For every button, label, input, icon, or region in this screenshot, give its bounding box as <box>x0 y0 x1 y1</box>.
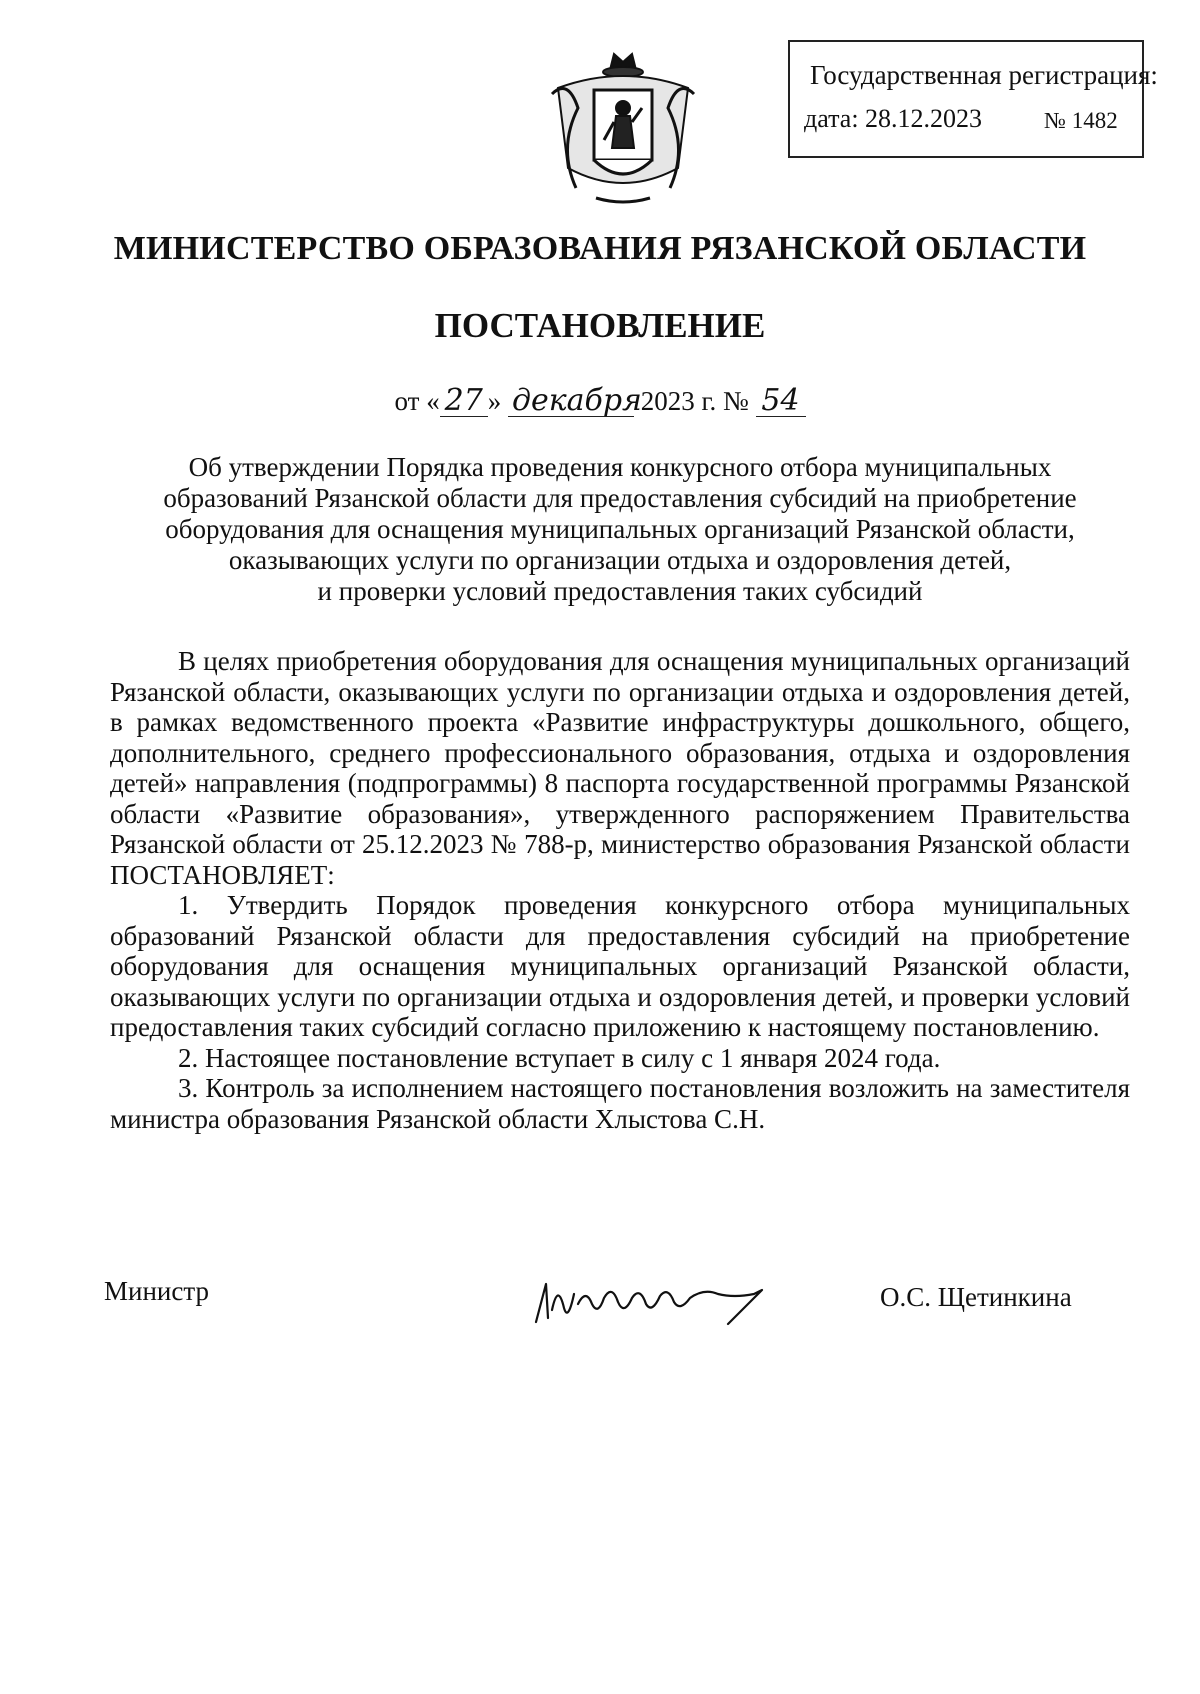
subject-line: оказывающих услуги по организации отдыха и оздоровления детей, <box>228 545 1012 575</box>
handwritten-month: декабря <box>508 386 634 417</box>
date-prefix: от « <box>394 386 440 416</box>
coat-of-arms-icon <box>548 48 698 206</box>
date-year: 2023 г. № <box>640 386 749 416</box>
subject-line: оборудования для оснащения муниципальных организаций Рязанской области, <box>165 514 1075 544</box>
subject-line: и проверки условий предоставления таких субсидий <box>317 576 923 606</box>
subject-line: Об утверждении Порядка проведения конкурсного отбора муниципальных <box>188 452 1052 482</box>
document-subject <box>110 452 1130 607</box>
registration-stamp <box>788 40 1158 158</box>
document-date-line <box>0 383 1200 418</box>
body-paragraph: 3. Контроль за исполнением настоящего постановления возложить на заместителя министра образования Рязанской области Хлыстова С.Н. <box>110 1073 1130 1134</box>
signer-title: Министр <box>104 1276 209 1306</box>
ministry-heading: МИНИСТЕРСТВО ОБРАЗОВАНИЯ РЯЗАНСКОЙ ОБЛАСТИ <box>113 230 1087 267</box>
handwritten-number: 54 <box>756 386 806 417</box>
body-paragraph: В целях приобретения оборудования для оснащения муниципальных организаций Рязанской области, оказывающих услуги по организации отдыха и оздоровления детей, в рамках ведомственного проекта «Развитие инфраструктуры дошкольного, общего, дополнительного, среднего профессионального образования, отдыха и оздоровления детей» направления (подпрограммы) 8 паспорта государственной программы Рязанской области «Развитие образования», утвержденного распоряжением Правительства Рязанской области от 25.12.2023 № 788-р, министерство образования Рязанской области ПОСТАНОВЛЯЕТ: <box>110 646 1130 890</box>
date-mid: » <box>487 386 502 416</box>
document-body <box>110 646 1130 1134</box>
registration-number: № 1482 <box>1044 108 1118 133</box>
registration-title: Государственная регистрация: <box>810 60 1158 90</box>
body-paragraph: 2. Настоящее постановление вступает в силу с 1 января 2024 года. <box>178 1042 941 1073</box>
subject-line: образований Рязанской области для предоставления субсидий на приобретение <box>163 483 1077 513</box>
handwritten-day: 27 <box>440 386 488 417</box>
signature-icon <box>528 1264 808 1328</box>
document-type-heading: ПОСТАНОВЛЕНИЕ <box>434 306 766 345</box>
signer-name: О.С. Щетинкина <box>880 1282 1072 1312</box>
registration-date: дата: 28.12.2023 <box>804 104 983 133</box>
body-paragraph: 1. Утвердить Порядок проведения конкурсного отбора муниципальных образований Рязанской области для предоставления субсидий на приобретение оборудования для оснащения муниципальных организаций Рязанской области, оказывающих услуги по организации отдыха и оздоровления детей, и проверки условий предоставления таких субсидий согласно приложению к настоящему постановлению. <box>110 890 1130 1042</box>
